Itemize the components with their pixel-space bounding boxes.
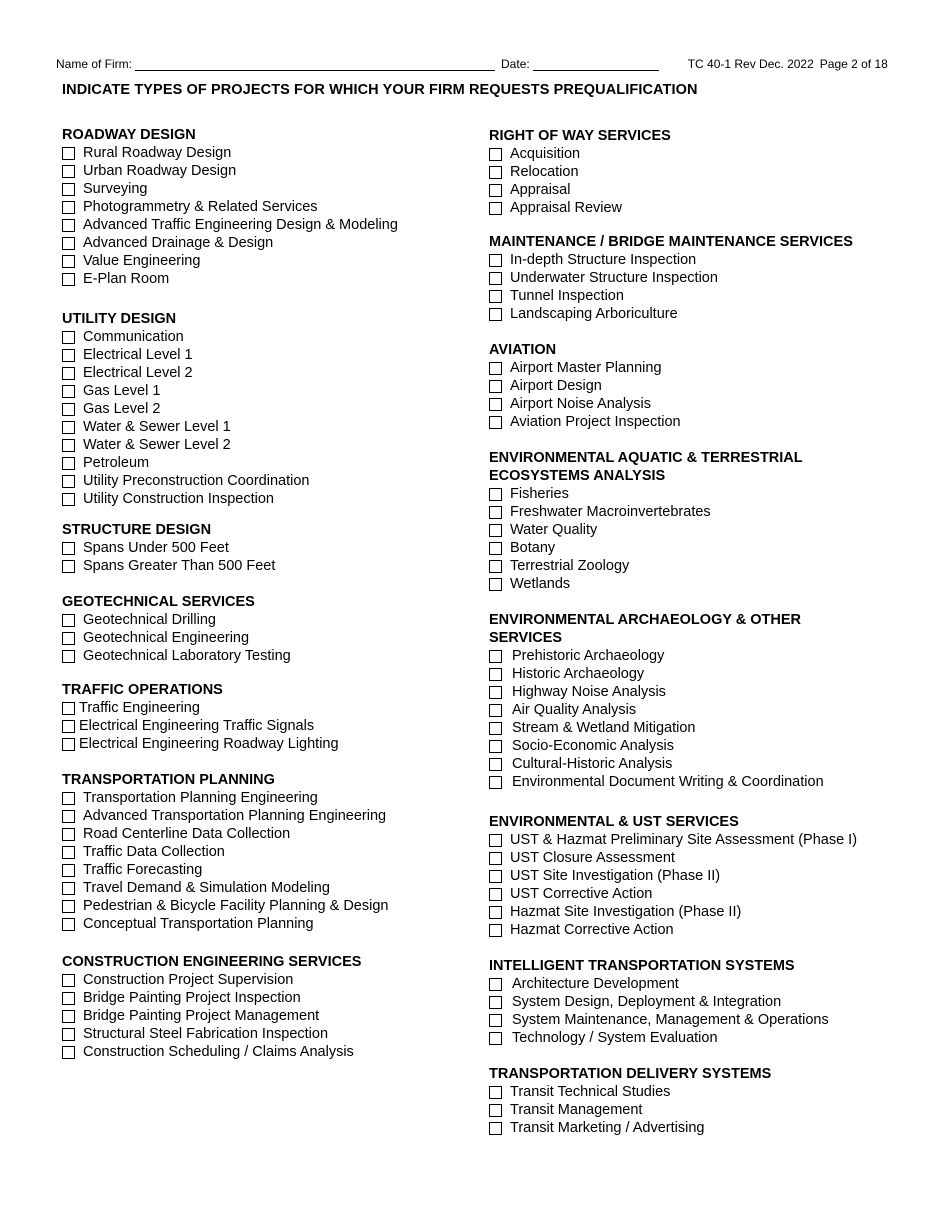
checkbox-label: Underwater Structure Inspection — [510, 270, 718, 286]
checkbox[interactable] — [62, 702, 75, 715]
section-environmental-ust — [489, 813, 909, 939]
checkbox-item[interactable] — [489, 305, 909, 323]
checkbox[interactable] — [62, 810, 75, 823]
checkbox-label: Geotechnical Laboratory Testing — [83, 648, 291, 664]
checkbox[interactable] — [62, 992, 75, 1005]
checkbox-item[interactable] — [489, 683, 909, 701]
section-intelligent-transportation — [489, 957, 909, 1047]
checkbox-item[interactable] — [62, 436, 462, 454]
checkbox-label: Utility Construction Inspection — [83, 491, 274, 507]
checkbox-item[interactable] — [489, 557, 909, 575]
checkbox[interactable] — [62, 882, 75, 895]
checkbox[interactable] — [489, 686, 502, 699]
checkbox[interactable] — [62, 650, 75, 663]
checkbox-label: Travel Demand & Simulation Modeling — [83, 880, 330, 896]
checkbox[interactable] — [489, 184, 502, 197]
checkbox-item[interactable] — [489, 755, 909, 773]
checkbox[interactable] — [62, 457, 75, 470]
section-title: TRANSPORTATION DELIVERY SYSTEMS — [489, 1066, 772, 1082]
checkbox-item[interactable] — [489, 1101, 909, 1119]
section-roadway-design — [62, 126, 462, 288]
checkbox-item[interactable] — [62, 490, 462, 508]
checkbox[interactable] — [489, 870, 502, 883]
checkbox[interactable] — [489, 524, 502, 537]
checkbox[interactable] — [62, 1028, 75, 1041]
checkbox-label: Structural Steel Fabrication Inspection — [83, 1026, 329, 1042]
checkbox-label: Airport Noise Analysis — [510, 396, 652, 412]
checkbox-label: Advanced Traffic Engineering Design & Modeling — [83, 217, 398, 233]
checkbox-label: Geotechnical Engineering — [83, 630, 250, 646]
checkbox-item[interactable] — [489, 145, 909, 163]
checkbox-label: Urban Roadway Design — [83, 163, 237, 179]
checkbox-item[interactable] — [489, 181, 909, 199]
checkbox-item[interactable] — [62, 789, 462, 807]
checkbox-item[interactable] — [62, 807, 462, 825]
checkbox-item[interactable] — [489, 975, 909, 993]
checkbox-item[interactable] — [489, 885, 909, 903]
checkbox-label: Water & Sewer Level 1 — [83, 419, 231, 435]
checkbox-label: Prehistoric Archaeology — [512, 648, 665, 664]
checkbox-item[interactable] — [62, 382, 462, 400]
checkbox-item[interactable] — [489, 647, 909, 665]
checkbox-item[interactable] — [489, 521, 909, 539]
checkbox[interactable] — [489, 758, 502, 771]
checkbox-item[interactable] — [62, 915, 462, 933]
section-title: ROADWAY DESIGN — [62, 127, 196, 143]
checkbox-item[interactable] — [62, 1043, 462, 1061]
section-title: UTILITY DESIGN — [62, 311, 177, 327]
checkbox[interactable] — [62, 183, 75, 196]
checkbox-item[interactable] — [62, 180, 462, 198]
checkbox-item[interactable] — [62, 346, 462, 364]
checkbox-label: UST Site Investigation (Phase II) — [510, 868, 721, 884]
checkbox[interactable] — [62, 720, 75, 733]
section-utility-design — [62, 310, 462, 508]
checkbox-label: Appraisal Review — [510, 200, 623, 216]
right-column — [489, 126, 909, 1137]
checkbox-label: E-Plan Room — [83, 271, 170, 287]
section-right-of-way — [489, 127, 909, 217]
checkbox[interactable] — [62, 792, 75, 805]
checkbox[interactable] — [489, 506, 502, 519]
checkbox-label: Appraisal — [510, 182, 571, 198]
checkbox-label: Relocation — [510, 164, 579, 180]
checkbox-item[interactable] — [489, 395, 909, 413]
checkbox-item[interactable] — [62, 539, 462, 557]
checkbox-label: Rural Roadway Design — [83, 145, 232, 161]
checkbox-label: UST Corrective Action — [510, 886, 653, 902]
checkbox-item[interactable] — [62, 270, 462, 288]
checkbox-item[interactable] — [62, 198, 462, 216]
section-title: CONSTRUCTION ENGINEERING SERVICES — [62, 954, 362, 970]
checkbox-label: Wetlands — [510, 576, 571, 592]
section-title: TRAFFIC OPERATIONS — [62, 682, 223, 698]
checkbox[interactable] — [62, 1010, 75, 1023]
section-title: INTELLIGENT TRANSPORTATION SYSTEMS — [489, 958, 795, 974]
checkbox-item[interactable] — [489, 737, 909, 755]
checkbox-item[interactable] — [489, 849, 909, 867]
section-maintenance — [489, 233, 909, 323]
checkbox-label: Environmental Document Writing & Coordination — [512, 774, 824, 790]
section-title: GEOTECHNICAL SERVICES — [62, 594, 255, 610]
checkbox-item[interactable] — [489, 251, 909, 269]
section-construction-engineering — [62, 953, 462, 1061]
section-title: ENVIRONMENTAL & UST SERVICES — [489, 814, 739, 830]
checkbox-label: Conceptual Transportation Planning — [83, 916, 314, 932]
checkbox[interactable] — [489, 906, 502, 919]
checkbox-item[interactable] — [62, 843, 462, 861]
checkbox[interactable] — [62, 165, 75, 178]
checkbox[interactable] — [62, 846, 75, 859]
checkbox-item[interactable] — [489, 287, 909, 305]
checkbox-label: Traffic Data Collection — [83, 844, 225, 860]
checkbox[interactable] — [489, 166, 502, 179]
checkbox[interactable] — [62, 475, 75, 488]
page-number: Page 2 of 18 — [819, 57, 888, 71]
checkbox-item[interactable] — [489, 359, 909, 377]
checkbox-item[interactable] — [62, 861, 462, 879]
checkbox-label: Aviation Project Inspection — [510, 414, 681, 430]
checkbox[interactable] — [489, 722, 502, 735]
checkbox-item[interactable] — [62, 418, 462, 436]
checkbox-item[interactable] — [489, 665, 909, 683]
checkbox-item[interactable] — [62, 717, 462, 735]
checkbox[interactable] — [489, 1032, 502, 1045]
checkbox-label: Tunnel Inspection — [510, 288, 624, 304]
checkbox[interactable] — [489, 704, 502, 717]
checkbox-label: Air Quality Analysis — [512, 702, 637, 718]
checkbox-label: Utility Preconstruction Coordination — [83, 473, 310, 489]
checkbox-item[interactable] — [62, 252, 462, 270]
checkbox-label: Landscaping Arboriculture — [510, 306, 678, 322]
checkbox-item[interactable] — [62, 825, 462, 843]
checkbox-item[interactable] — [62, 328, 462, 346]
checkbox-label: Petroleum — [83, 455, 150, 471]
checkbox-item[interactable] — [489, 503, 909, 521]
checkbox-label: Architecture Development — [512, 976, 679, 992]
checkbox-item[interactable] — [489, 1029, 909, 1047]
checkbox[interactable] — [489, 1014, 502, 1027]
section-transportation-planning — [62, 771, 462, 933]
checkbox-label: Electrical Engineering Roadway Lighting — [79, 736, 339, 752]
checkbox[interactable] — [62, 974, 75, 987]
checkbox-label: Advanced Drainage & Design — [83, 235, 274, 251]
checkbox[interactable] — [489, 668, 502, 681]
checkbox[interactable] — [489, 888, 502, 901]
checkbox-item[interactable] — [62, 1007, 462, 1025]
checkbox-label: Hazmat Corrective Action — [510, 922, 674, 938]
checkbox-label: Fisheries — [510, 486, 569, 502]
checkbox[interactable] — [489, 308, 502, 321]
checkbox[interactable] — [62, 201, 75, 214]
checkbox[interactable] — [62, 403, 75, 416]
checkbox[interactable] — [62, 828, 75, 841]
checkbox[interactable] — [489, 542, 502, 555]
checkbox[interactable] — [489, 416, 502, 429]
checkbox[interactable] — [489, 852, 502, 865]
checkbox-item[interactable] — [489, 1119, 909, 1137]
checkbox-item[interactable] — [62, 611, 462, 629]
checkbox-label: Spans Under 500 Feet — [83, 540, 229, 556]
checkbox-label: Water Quality — [510, 522, 598, 538]
checkbox-item[interactable] — [489, 719, 909, 737]
checkbox[interactable] — [62, 560, 75, 573]
checkbox-label: In-depth Structure Inspection — [510, 252, 697, 268]
checkbox[interactable] — [489, 290, 502, 303]
section-title: ENVIRONMENTAL AQUATIC & TERRESTRIAL ECOSYSTEMS ANALYSIS — [489, 450, 803, 484]
checkbox-item[interactable] — [489, 413, 909, 431]
checkbox-item[interactable] — [62, 735, 462, 753]
checkbox-label: Photogrammetry & Related Services — [83, 199, 318, 215]
checkbox-item[interactable] — [62, 971, 462, 989]
checkbox[interactable] — [62, 237, 75, 250]
checkbox[interactable] — [62, 493, 75, 506]
checkbox-label: Transit Management — [510, 1102, 643, 1118]
checkbox-item[interactable] — [489, 199, 909, 217]
checkbox-label: Electrical Level 1 — [83, 347, 193, 363]
checkbox-label: Transit Technical Studies — [510, 1084, 671, 1100]
checkbox-label: Transportation Planning Engineering — [83, 790, 318, 806]
form-id: TC 40-1 Rev Dec. 2022 — [687, 57, 814, 71]
checkbox-item[interactable] — [62, 454, 462, 472]
checkbox[interactable] — [489, 834, 502, 847]
section-title: MAINTENANCE / BRIDGE MAINTENANCE SERVICES — [489, 234, 853, 250]
checkbox-label: Electrical Level 2 — [83, 365, 193, 381]
checkbox[interactable] — [489, 202, 502, 215]
checkbox-item[interactable] — [62, 400, 462, 418]
checkbox-item[interactable] — [62, 989, 462, 1007]
checkbox[interactable] — [489, 560, 502, 573]
checkbox[interactable] — [489, 1122, 502, 1135]
checkbox-label: Pedestrian & Bicycle Facility Planning & Design — [83, 898, 389, 914]
checkbox-label: Cultural-Historic Analysis — [512, 756, 673, 772]
checkbox[interactable] — [489, 148, 502, 161]
section-traffic-operations — [62, 681, 462, 753]
checkbox-label: Traffic Engineering — [79, 700, 200, 716]
checkbox-item[interactable] — [62, 629, 462, 647]
page-title: INDICATE TYPES OF PROJECTS FOR WHICH YOUR FIRM REQUESTS PREQUALIFICATION — [62, 82, 698, 98]
section-title: RIGHT OF WAY SERVICES — [489, 128, 671, 144]
checkbox[interactable] — [62, 349, 75, 362]
checkbox[interactable] — [489, 978, 502, 991]
checkbox[interactable] — [62, 614, 75, 627]
checkbox[interactable] — [489, 924, 502, 937]
checkbox[interactable] — [62, 864, 75, 877]
checkbox-label: Socio-Economic Analysis — [512, 738, 674, 754]
checkbox[interactable] — [62, 147, 75, 160]
checkbox-label: System Design, Deployment & Integration — [512, 994, 782, 1010]
checkbox-label: System Maintenance, Management & Operations — [512, 1012, 829, 1028]
checkbox-item[interactable] — [489, 1011, 909, 1029]
checkbox-label: Stream & Wetland Mitigation — [512, 720, 696, 736]
checkbox[interactable] — [62, 385, 75, 398]
checkbox-item[interactable] — [62, 216, 462, 234]
checkbox-item[interactable] — [62, 1025, 462, 1043]
checkbox-item[interactable] — [489, 269, 909, 287]
checkbox[interactable] — [489, 740, 502, 753]
checkbox-label: Water & Sewer Level 2 — [83, 437, 231, 453]
section-transportation-delivery — [489, 1065, 909, 1137]
checkbox[interactable] — [62, 273, 75, 286]
checkbox[interactable] — [62, 331, 75, 344]
checkbox[interactable] — [62, 255, 75, 268]
checkbox-item[interactable] — [489, 1083, 909, 1101]
checkbox[interactable] — [62, 918, 75, 931]
checkbox[interactable] — [489, 380, 502, 393]
section-title: AVIATION — [489, 342, 557, 358]
checkbox-label: Highway Noise Analysis — [512, 684, 666, 700]
checkbox-item[interactable] — [489, 701, 909, 719]
checkbox[interactable] — [489, 488, 502, 501]
checkbox-label: Historic Archaeology — [512, 666, 645, 682]
checkbox[interactable] — [489, 650, 502, 663]
section-title: ENVIRONMENTAL ARCHAEOLOGY & OTHER SERVICES — [489, 612, 802, 646]
checkbox-label: Geotechnical Drilling — [83, 612, 216, 628]
checkbox-label: Transit Marketing / Advertising — [510, 1120, 705, 1136]
checkbox[interactable] — [62, 421, 75, 434]
date-field[interactable] — [533, 59, 659, 71]
checkbox[interactable] — [62, 439, 75, 452]
checkbox-label: Airport Master Planning — [510, 360, 662, 376]
checkbox-item[interactable] — [489, 831, 909, 849]
checkbox-item[interactable] — [489, 921, 909, 939]
checkbox-item[interactable] — [489, 903, 909, 921]
checkbox-item[interactable] — [489, 867, 909, 885]
checkbox-item[interactable] — [489, 539, 909, 557]
checkbox[interactable] — [489, 776, 502, 789]
checkbox[interactable] — [62, 632, 75, 645]
checkbox-item[interactable] — [62, 144, 462, 162]
checkbox[interactable] — [62, 219, 75, 232]
left-column — [62, 126, 462, 1061]
checkbox[interactable] — [489, 996, 502, 1009]
checkbox[interactable] — [62, 900, 75, 913]
checkbox-label: Communication — [83, 329, 184, 345]
checkbox-item[interactable] — [62, 897, 462, 915]
checkbox[interactable] — [62, 738, 75, 751]
checkbox-label: Advanced Transportation Planning Engineering — [83, 808, 387, 824]
firm-name-field[interactable] — [135, 59, 495, 71]
checkbox-label: Technology / System Evaluation — [512, 1030, 718, 1046]
section-geotechnical-services — [62, 593, 462, 665]
checkbox[interactable] — [62, 367, 75, 380]
date-label: Date: — [501, 57, 530, 71]
checkbox-label: Gas Level 1 — [83, 383, 161, 399]
checkbox-label: Electrical Engineering Traffic Signals — [79, 718, 315, 734]
checkbox-item[interactable] — [62, 234, 462, 252]
checkbox-label: Traffic Forecasting — [83, 862, 203, 878]
checkbox-label: Surveying — [83, 181, 148, 197]
checkbox-item[interactable] — [62, 699, 462, 717]
checkbox-label: UST & Hazmat Preliminary Site Assessment (Phase I) — [510, 832, 858, 848]
checkbox-item[interactable] — [62, 557, 462, 575]
checkbox-label: Hazmat Site Investigation (Phase II) — [510, 904, 742, 920]
checkbox-item[interactable] — [62, 647, 462, 665]
checkbox[interactable] — [489, 398, 502, 411]
checkbox-label: Construction Scheduling / Claims Analysis — [83, 1044, 354, 1060]
checkbox-label: Bridge Painting Project Management — [83, 1008, 320, 1024]
checkbox-item[interactable] — [489, 485, 909, 503]
section-title: TRANSPORTATION PLANNING — [62, 772, 275, 788]
checkbox-item[interactable] — [489, 773, 909, 791]
checkbox-item[interactable] — [489, 163, 909, 181]
checkbox[interactable] — [489, 1104, 502, 1117]
checkbox[interactable] — [489, 578, 502, 591]
checkbox-label: Value Engineering — [83, 253, 201, 269]
section-aviation — [489, 341, 909, 431]
checkbox-label: Road Centerline Data Collection — [83, 826, 291, 842]
checkbox-label: Botany — [510, 540, 556, 556]
checkbox[interactable] — [489, 272, 502, 285]
checkbox-item[interactable] — [62, 879, 462, 897]
checkbox[interactable] — [62, 1046, 75, 1059]
checkbox[interactable] — [489, 362, 502, 375]
checkbox-item[interactable] — [489, 575, 909, 593]
section-structure-design — [62, 521, 462, 575]
section-ecosystems-analysis — [489, 449, 909, 593]
form-header — [56, 55, 906, 71]
checkbox[interactable] — [489, 254, 502, 267]
checkbox-item[interactable] — [489, 377, 909, 395]
checkbox-label: Bridge Painting Project Inspection — [83, 990, 301, 1006]
checkbox-label: Terrestrial Zoology — [510, 558, 630, 574]
checkbox-label: Acquisition — [510, 146, 581, 162]
checkbox-label: Construction Project Supervision — [83, 972, 294, 988]
checkbox-item[interactable] — [62, 472, 462, 490]
firm-name-label: Name of Firm: — [56, 57, 133, 71]
checkbox-label: Airport Design — [510, 378, 602, 394]
checkbox-label: UST Closure Assessment — [510, 850, 675, 866]
checkbox-item[interactable] — [489, 993, 909, 1011]
section-archaeology — [489, 611, 909, 791]
checkbox-item[interactable] — [62, 162, 462, 180]
checkbox[interactable] — [62, 542, 75, 555]
checkbox-label: Freshwater Macroinvertebrates — [510, 504, 711, 520]
checkbox-label: Spans Greater Than 500 Feet — [83, 558, 276, 574]
checkbox-item[interactable] — [62, 364, 462, 382]
checkbox[interactable] — [489, 1086, 502, 1099]
checkbox-label: Gas Level 2 — [83, 401, 161, 417]
section-title: STRUCTURE DESIGN — [62, 522, 212, 538]
